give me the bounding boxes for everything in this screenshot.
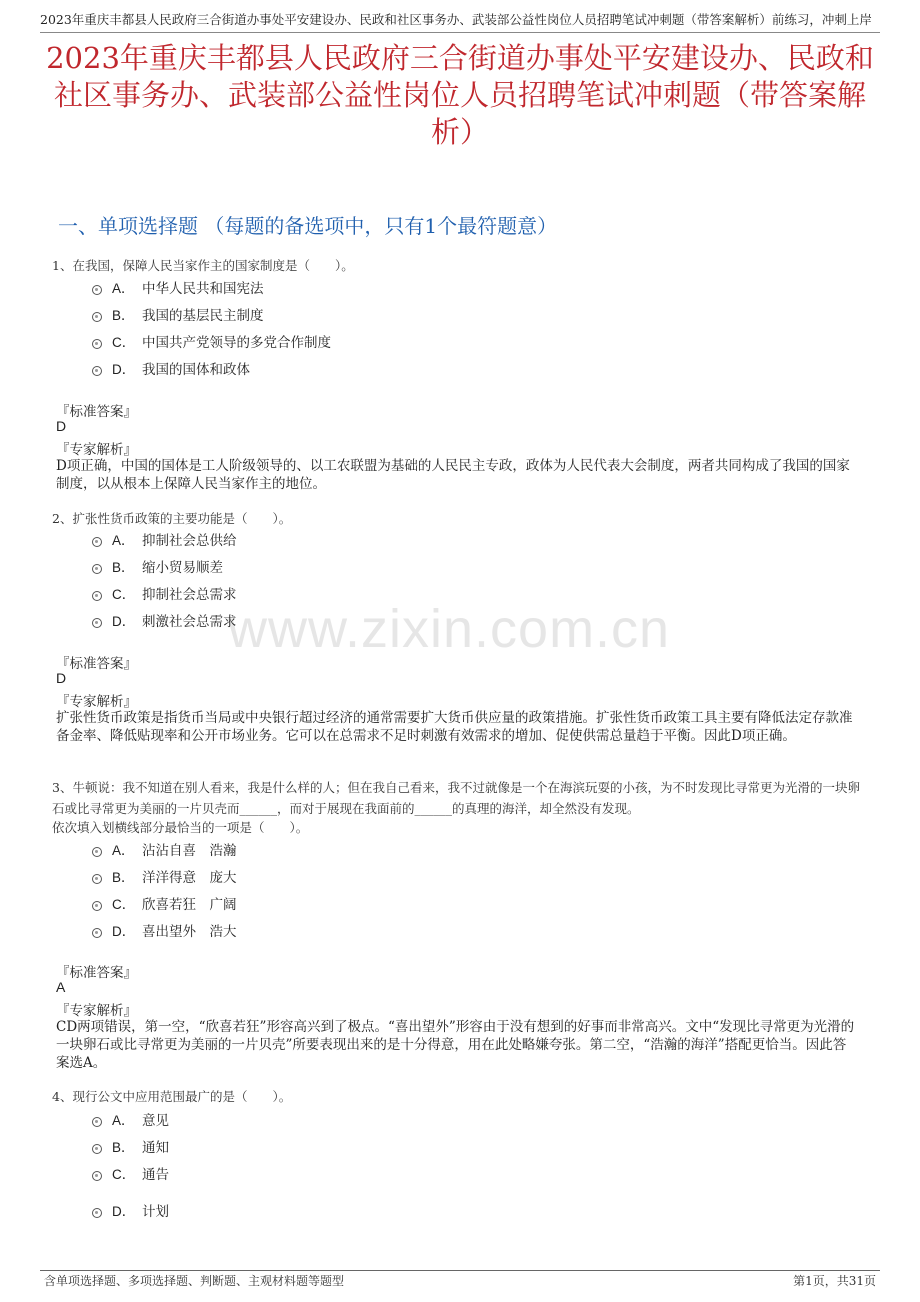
footer-divider — [40, 1270, 880, 1271]
option-c[interactable] — [92, 892, 237, 914]
question-instruction: 依次填入划横线部分最恰当的一项是（ ）。 — [52, 820, 309, 835]
option-text: 缩小贸易顺差 — [142, 560, 223, 576]
question-stem: 1、在我国，保障人民当家作主的国家制度是（ ）。 — [52, 258, 354, 273]
option-letter: A． — [112, 843, 135, 858]
analysis-label: 『专家解析』 — [56, 1003, 137, 1019]
option-text: 我国的国体和政体 — [142, 362, 250, 378]
radio-icon[interactable] — [92, 1117, 102, 1127]
option-text: 通告 — [142, 1167, 169, 1183]
option-letter: C． — [112, 587, 136, 602]
option-letter: D． — [112, 614, 136, 629]
radio-icon[interactable] — [92, 564, 102, 574]
footer-page-number: 第1页，共31页 — [793, 1274, 876, 1288]
question-stem: 3、牛顿说：我不知道在别人看来，我是什么样的人；但在我自己看来，我不过就像是一个在海滨玩耍的小孩，为不时发现比寻常更为光滑的一块卵石或比寻常更为美丽的一片贝壳而______，而对于展现在我面前的______的真理的海洋，却全然没有发现。 — [52, 780, 860, 816]
option-b[interactable] — [92, 1135, 169, 1157]
radio-icon[interactable] — [92, 874, 102, 884]
radio-icon[interactable] — [92, 928, 102, 938]
radio-icon[interactable] — [92, 366, 102, 376]
radio-icon[interactable] — [92, 339, 102, 349]
radio-icon[interactable] — [92, 1171, 102, 1181]
option-c[interactable] — [92, 1162, 169, 1184]
option-text: 通知 — [142, 1140, 169, 1156]
option-letter: B． — [112, 560, 135, 575]
option-letter: A． — [112, 533, 135, 548]
radio-icon[interactable] — [92, 901, 102, 911]
option-letter: A． — [112, 281, 135, 296]
option-letter: C． — [112, 335, 136, 350]
option-text: 意见 — [142, 1113, 169, 1129]
option-a[interactable] — [92, 1108, 169, 1130]
question-stem: 4、现行公文中应用范围最广的是（ ）。 — [52, 1089, 292, 1104]
radio-icon[interactable] — [92, 1208, 102, 1218]
radio-icon[interactable] — [92, 591, 102, 601]
option-d[interactable] — [92, 609, 237, 631]
analysis-label: 『专家解析』 — [56, 442, 137, 458]
option-text: 喜出望外 浩大 — [142, 924, 237, 940]
option-text: 计划 — [142, 1204, 169, 1220]
analysis-text: CD两项错误，第一空，“欣喜若狂”形容高兴到了极点。“喜出望外”形容由于没有想到的好事而非常高兴。文中“发现比寻常更为光滑的一块卵石或比寻常更为美丽的一片贝壳”所要表现出来的是十分得意，用在此处略嫌夸张。第二空，“浩瀚的海洋”搭配更恰当。因此答案选A。 — [56, 1019, 855, 1071]
option-letter: D． — [112, 924, 136, 939]
analysis-text: 扩张性货币政策是指货币当局或中央银行超过经济的通常需要扩大货币供应量的政策措施。扩张性货币政策工具主要有降低法定存款准备金率、降低贴现率和公开市场业务。它可以在总需求不足时刺激有效需求的增加、促使供需总量趋于平衡。因此D项正确。 — [56, 710, 853, 744]
running-header: 2023年重庆丰都县人民政府三合街道办事处平安建设办、民政和社区事务办、武装部公益性岗位人员招聘笔试冲刺题（带答案解析）前练习，冲刺上岸 — [40, 10, 880, 33]
option-text: 刺激社会总需求 — [142, 614, 237, 630]
option-letter: C． — [112, 1167, 136, 1182]
option-text: 欣喜若狂 广阔 — [142, 897, 237, 913]
option-c[interactable] — [92, 582, 237, 604]
option-letter: C． — [112, 897, 136, 912]
option-d[interactable] — [92, 357, 250, 379]
analysis-label: 『专家解析』 — [56, 694, 137, 710]
radio-icon[interactable] — [92, 847, 102, 857]
option-a[interactable] — [92, 528, 237, 550]
option-text: 沾沾自喜 浩瀚 — [142, 843, 237, 859]
radio-icon[interactable] — [92, 1144, 102, 1154]
option-letter: B． — [112, 308, 135, 323]
analysis-text: D项正确，中国的国体是工人阶级领导的、以工农联盟为基础的人民民主专政，政体为人民代表大会制度，两者共同构成了我国的国家制度，以从根本上保障人民当家作主的地位。 — [56, 458, 850, 492]
option-text: 我国的基层民主制度 — [142, 308, 264, 324]
option-text: 抑制社会总需求 — [142, 587, 237, 603]
option-letter: B． — [112, 1140, 135, 1155]
option-letter: D． — [112, 1204, 136, 1219]
option-d[interactable] — [92, 1199, 169, 1221]
option-text: 抑制社会总供给 — [142, 533, 237, 549]
answer-value: D — [56, 670, 67, 686]
option-text: 中华人民共和国宪法 — [142, 281, 264, 297]
option-a[interactable] — [92, 838, 237, 860]
answer-label: 『标准答案』 — [56, 404, 137, 420]
answer-label: 『标准答案』 — [56, 656, 137, 672]
document-title: 2023年重庆丰都县人民政府三合街道办事处平安建设办、民政和社区事务办、武装部公益性岗位人员招聘笔试冲刺题（带答案解析） — [46, 41, 874, 149]
answer-label: 『标准答案』 — [56, 965, 137, 981]
question-stem: 2、扩张性货币政策的主要功能是（ ）。 — [52, 511, 292, 526]
footer-question-types: 含单项选择题、多项选择题、判断题、主观材料题等题型 — [44, 1274, 345, 1288]
answer-value: D — [56, 418, 67, 434]
option-b[interactable] — [92, 303, 264, 325]
radio-icon[interactable] — [92, 618, 102, 628]
option-letter: A． — [112, 1113, 135, 1128]
option-letter: D． — [112, 362, 136, 377]
radio-icon[interactable] — [92, 537, 102, 547]
radio-icon[interactable] — [92, 285, 102, 295]
section-heading: 一、单项选择题 （每题的备选项中，只有1个最符题意） — [58, 214, 558, 238]
answer-value: A — [56, 979, 66, 995]
option-text: 洋洋得意 庞大 — [142, 870, 237, 886]
option-text: 中国共产党领导的多党合作制度 — [142, 335, 331, 351]
option-c[interactable] — [92, 330, 331, 352]
option-a[interactable] — [92, 276, 264, 298]
option-b[interactable] — [92, 865, 237, 887]
option-b[interactable] — [92, 555, 223, 577]
radio-icon[interactable] — [92, 312, 102, 322]
option-letter: B． — [112, 870, 135, 885]
watermark: www.zixin.com.cn — [228, 599, 671, 659]
option-d[interactable] — [92, 919, 237, 941]
